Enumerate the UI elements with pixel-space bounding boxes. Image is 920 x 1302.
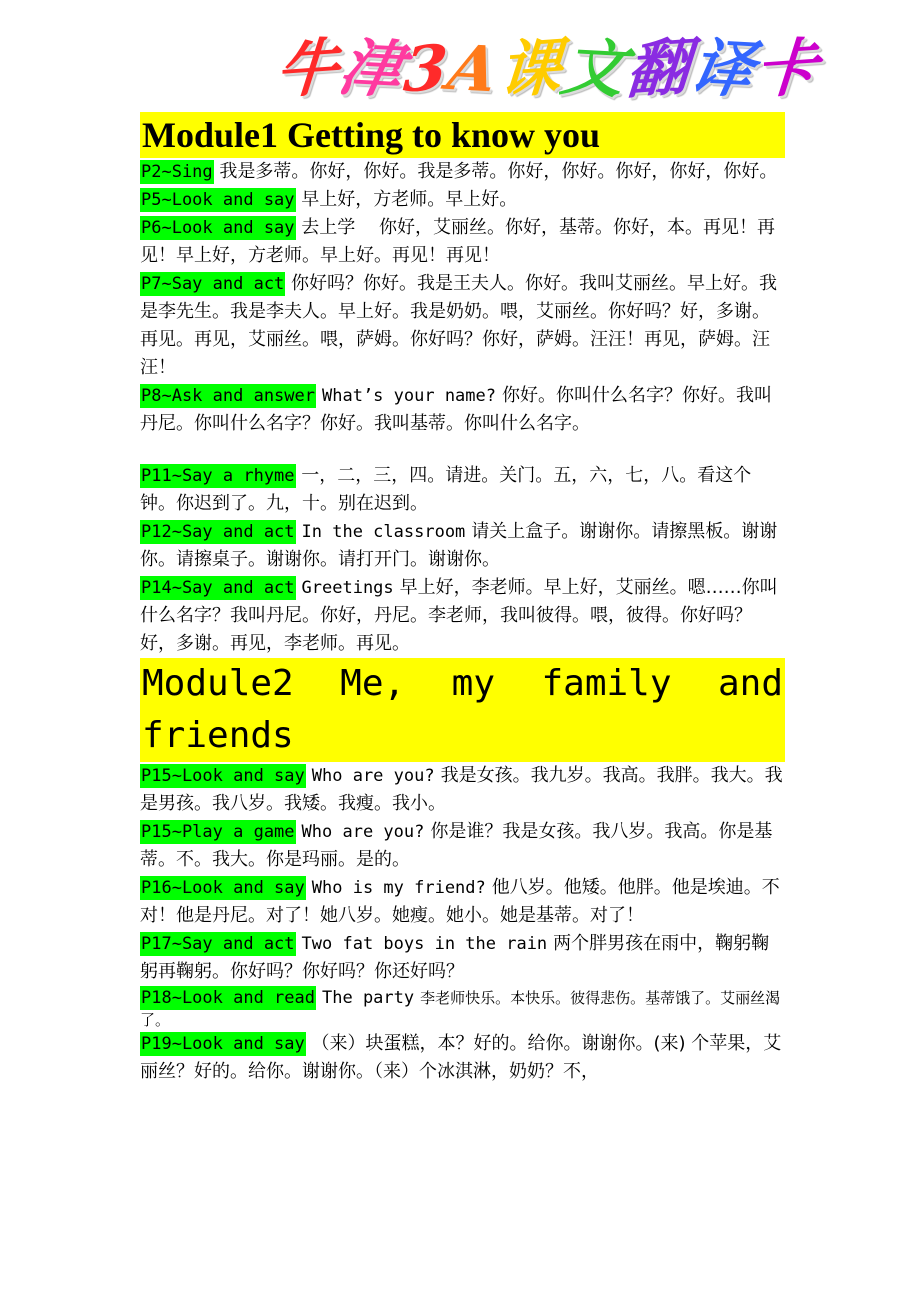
- lesson-tag: P15~Look and say: [141, 766, 305, 786]
- lesson-paragraph: [140, 270, 785, 382]
- lesson-translation: 一，二，三，四。请进。关门。五，六，七，八。看这个钟。你迟到了。九，十。别在迟到。: [140, 465, 752, 514]
- lesson-tag: P12~Say and act: [141, 522, 295, 542]
- page-title: [273, 29, 821, 108]
- lesson-english-title: Two fat boys in the rain: [301, 934, 548, 954]
- title-char: 3: [401, 30, 450, 107]
- module2-heading-line2: friends: [142, 715, 294, 756]
- lesson-english-title: Greetings: [301, 578, 394, 598]
- lesson-english-title: In the classroom: [301, 522, 466, 542]
- page: [140, 0, 821, 1086]
- module2-body: [140, 762, 785, 1086]
- lesson-paragraph: [140, 574, 785, 658]
- lesson-tag: P8~Ask and answer: [141, 386, 315, 406]
- lesson-tag: P18~Look and read: [141, 988, 315, 1008]
- title-char: 牛: [273, 29, 341, 108]
- lesson-translation: 请关上盒子。谢谢你。请擦黑板。谢谢你。请擦桌子。谢谢你。请打开门。谢谢你。: [140, 521, 778, 570]
- lesson-translation: 李老师快乐。本快乐。彼得悲伤。基蒂饿了。艾丽丝渴了。: [140, 989, 781, 1029]
- lesson-english-title: What’s your name?: [322, 386, 496, 406]
- title-char: 译: [684, 30, 761, 107]
- lesson-paragraph: [140, 382, 785, 438]
- module1-body: [140, 158, 785, 658]
- lesson-tag: P16~Look and say: [141, 878, 305, 898]
- lesson-paragraph: [140, 462, 785, 518]
- title-char: 课: [496, 29, 565, 108]
- lesson-translation: 我是女孩。我九岁。我高。我胖。我大。我是男孩。我八岁。我矮。我瘦。我小。: [140, 765, 783, 814]
- lesson-tag: P7~Say and act: [141, 274, 285, 294]
- lesson-paragraph: [140, 1030, 785, 1086]
- lesson-paragraph: [140, 874, 785, 930]
- lesson-translation: 你好吗？你好。我是王夫人。你好。我叫艾丽丝。早上好。我是李先生。我是李夫人。早上好。我是奶奶。喂，艾丽丝。你好吗？好，多谢。再见。再见，艾丽丝。喂，萨姆。你好吗？你好，萨姆。汪汪！再见，萨姆。汪汪！: [140, 273, 778, 378]
- lesson-paragraph: [140, 214, 785, 270]
- page-header: [140, 0, 821, 112]
- lesson-english-title: Who are you?: [301, 822, 425, 842]
- lesson-paragraph: [140, 930, 785, 986]
- module2-heading-word: Module2: [142, 663, 294, 704]
- module2-heading-word: Me,: [340, 663, 406, 704]
- title-char: A: [442, 30, 505, 107]
- lesson-tag: P5~Look and say: [141, 190, 295, 210]
- lesson-paragraph: [140, 186, 785, 214]
- lesson-paragraph: [140, 818, 785, 874]
- lesson-translation: 早上好，李老师。早上好，艾丽丝。嗯……你叫什么名字？我叫丹尼。你好，丹尼。李老师，我叫彼得。喂，彼得。你好吗？好，多谢。再见，李老师。再见。: [140, 577, 778, 654]
- lesson-tag: P15~Play a game: [141, 822, 295, 842]
- lesson-paragraph: [140, 518, 785, 574]
- lesson-translation: 他八岁。他矮。他胖。他是埃迪。不对！他是丹尼。对了！她八岁。她瘦。她小。她是基蒂。对了！: [140, 877, 780, 926]
- title-char: 卡: [752, 29, 821, 108]
- lesson-translation: 你是谁？我是女孩。我八岁。我高。你是基蒂。不。我大。你是玛丽。是的。: [140, 821, 773, 870]
- module2-heading: [140, 658, 785, 762]
- lesson-paragraph: [140, 158, 785, 186]
- lesson-translation: 我是多蒂。你好，你好。我是多蒂。你好，你好。你好，你好，你好。: [219, 161, 778, 182]
- title-char: 翻: [624, 29, 693, 108]
- lesson-paragraph: [140, 762, 785, 818]
- title-char: 文: [556, 30, 633, 107]
- lesson-translation: 两个胖男孩在雨中，鞠躬鞠躬再鞠躬。你好吗？你好吗？你还好吗？: [140, 933, 770, 982]
- lesson-translation: 你好。你叫什么名字？你好。我叫丹尼。你叫什么名字？你好。我叫基蒂。你叫什么名字。: [140, 385, 772, 434]
- module1-heading: Module1 Getting to know you: [140, 112, 785, 158]
- lesson-english-title: Who are you?: [311, 766, 435, 786]
- lesson-tag: P17~Say and act: [141, 934, 295, 954]
- module2-heading-word: my: [451, 663, 496, 704]
- spacer: [140, 438, 785, 462]
- lesson-tag: P2~Sing: [141, 162, 213, 182]
- lesson-english-title: Who is my friend?: [311, 878, 486, 898]
- lesson-tag: P6~Look and say: [141, 218, 295, 238]
- module2-heading-word: family: [541, 663, 672, 704]
- title-char: 津: [333, 30, 409, 107]
- module2-heading-word: and: [717, 663, 783, 704]
- lesson-translation: 去上学 你好，艾丽丝。你好，基蒂。你好，本。再见！再见！早上好，方老师。早上好。再见！再见！: [140, 217, 775, 266]
- lesson-tag: P14~Say and act: [141, 578, 295, 598]
- lesson-translation: 早上好，方老师。早上好。: [301, 189, 518, 210]
- lesson-tag: P19~Look and say: [141, 1034, 305, 1054]
- lesson-english-title: The party: [322, 988, 415, 1008]
- lesson-translation: （来）块蛋糕，本？好的。给你。谢谢你。(来) 个苹果，艾丽丝？好的。给你。谢谢你。（来）个冰淇淋，奶奶？不，: [140, 1033, 782, 1082]
- lesson-paragraph: [140, 986, 785, 1030]
- lesson-tag: P11~Say a rhyme: [141, 466, 295, 486]
